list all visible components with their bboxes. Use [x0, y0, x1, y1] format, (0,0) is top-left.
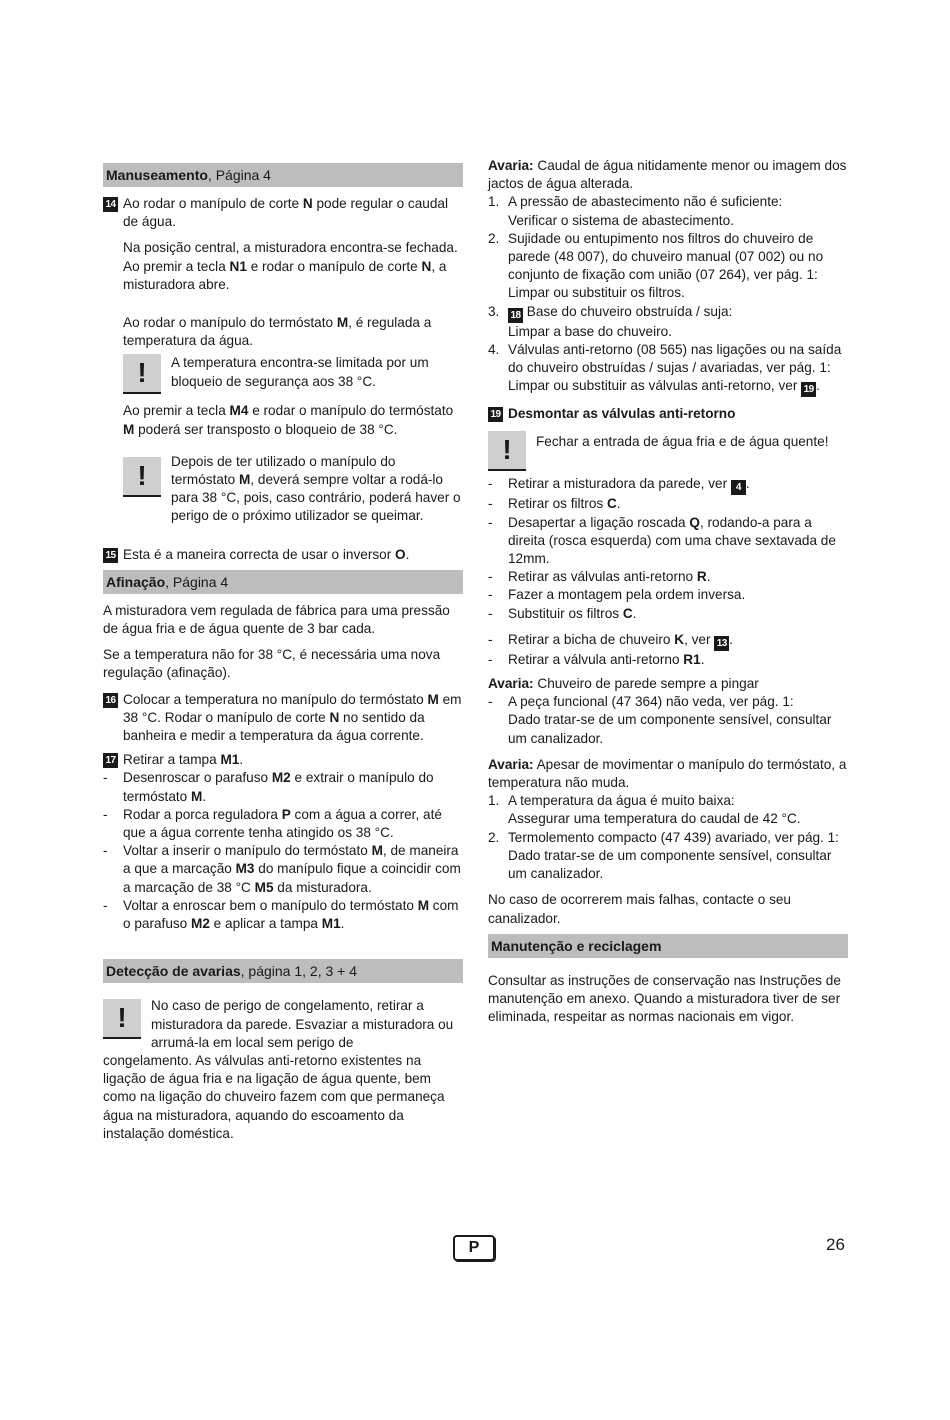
list-item: - Retirar a válvula anti-retorno R1. — [488, 651, 705, 667]
section-header-manuseamento: Manuseamento, Página 4 — [103, 163, 463, 187]
figure-ref-15: 15 — [103, 548, 118, 563]
list-item: 2. Termolemento compacto (47 439) avariado, ver pág. 1: Dado tratar-se de um componente sensível, consultar um canalizador. — [488, 829, 839, 882]
list-item: - Retirar a misturadora da parede, ver 4 . — [488, 476, 750, 494]
paragraph: No caso de ocorrerem mais falhas, contacte o seu canalizador. — [488, 892, 791, 926]
warning-icon: ! — [123, 457, 161, 497]
warning-block: ! A temperatura encontra-se limitada por um bloqueio de segurança aos 38 °C. — [103, 354, 463, 394]
list-item: - Voltar a inserir o manípulo do termóstato M, de maneira a que a marcação M3 do manípulo fique a coincidir com a marcação de 38 °C M5 da misturadora. — [103, 843, 461, 895]
section-header-manutencao: Manutenção e reciclagem — [488, 934, 848, 958]
list-item: - Rodar a porca reguladora P com a água a correr, até que a água corrente tenha atingido os 38 °C. — [103, 806, 442, 841]
fault-description: Avaria: Chuveiro de parede sempre a pingar — [488, 676, 759, 692]
figure-ref-14: 14 — [103, 197, 118, 212]
list-item: - A peça funcional (47 364) não veda, ver pág. 1: Dado tratar-se de um componente sensível, consultar um canalizador. — [488, 694, 832, 746]
paragraph: A misturadora vem regulada de fábrica para uma pressão de água fria e de água quente de 3 bar cada. — [103, 602, 450, 637]
fault-description: Avaria: Apesar de movimentar o manípulo do termóstato, a temperatura não muda. — [488, 756, 847, 791]
list-item: 3. 18 Base do chuveiro obstruída / suja: Limpar a base do chuveiro. — [488, 303, 733, 339]
warning-block: ! Fechar a entrada de água fria e de água quente! — [488, 433, 848, 471]
paragraph: Consultar as instruções de conservação nas Instruções de manutenção em anexo. Quando a misturadora tiver de ser eliminada, respeitar as normas nacionais em vigor. — [488, 972, 841, 1025]
paragraph: Se a temperatura não for 38 °C, é necessária uma nova regulação (afinação). — [103, 647, 441, 681]
list-item: - Voltar a enroscar bem o manípulo do termóstato M com o parafuso M2 e aplicar a tampa M1. — [103, 897, 459, 932]
subheading-desmontar: 19 Desmontar as válvulas anti-retorno — [488, 405, 848, 423]
list-item: - Retirar a bicha de chuveiro K, ver 13 . — [488, 631, 734, 649]
list-item: - Retirar as válvulas anti-retorno R. — [488, 569, 711, 585]
section-header-deteccao: Detecção de avarias, página 1, 2, 3 + 4 — [103, 959, 463, 983]
right-column — [488, 157, 848, 1026]
paragraph-fig17: 17 Retirar a tampa M1. — [103, 751, 463, 769]
paragraph: Ao premir a tecla M4 e rodar o manípulo do termóstato M poderá ser transposto o bloqueio de 38 °C. — [123, 403, 454, 437]
paragraph-fig15: 15 Esta é a maneira correcta de usar o inversor O. — [103, 546, 463, 564]
figure-ref-19: 19 — [488, 407, 503, 422]
list-item: 4. Válvulas anti-retorno (08 565) nas ligações ou na saída do chuveiro obstruídas / sujas / avariadas, ver pág. 1: Limpar ou substituir as válvulas anti-retorno, ver 19 . — [488, 341, 842, 396]
warning-block: ! No caso de perigo de congelamento, retirar a misturadora da parede. Esvaziar a misturadora ou arrumá-la em local sem perigo de — [103, 997, 463, 1052]
list-item: 1. A pressão de abastecimento não é suficiente: Verificar o sistema de abastecimento. — [488, 194, 783, 228]
list-item: 1. A temperatura da água é muito baixa: Assegurar uma temperatura do caudal de 42 °C. — [488, 793, 801, 827]
paragraph: Na posição central, a misturadora encontra-se fechada. Ao premir a tecla N1 e rodar o manípulo de corte N, a misturadora abre. — [123, 240, 458, 292]
language-badge: P — [453, 1235, 495, 1261]
warning-icon: ! — [488, 431, 526, 471]
paragraph-fig16: 16 Colocar a temperatura no manípulo do termóstato M em 38 °C. Rodar o manípulo de corte N no sentido da banheira e medir a temperatura da água corrente. — [103, 691, 463, 746]
paragraph: Ao rodar o manípulo do termóstato M, é regulada a temperatura da água. — [123, 315, 432, 349]
figure-ref-4: 4 — [731, 480, 746, 495]
warning-block: ! Depois de ter utilizado o manípulo do termóstato M, deverá sempre voltar a rodá-lo para 38 °C, pois, caso contrário, poderá haver o perigo de o próximo utilizador se queimar. — [103, 453, 463, 526]
list-item: 2. Sujidade ou entupimento nos filtros do chuveiro de parede (48 007), do chuveiro manual (07 002) ou no conjunto de fixação com união (07 264), ver pág. 1: Limpar ou substituir os filtros. — [488, 230, 824, 301]
section-header-afinacao: Afinação, Página 4 — [103, 570, 463, 594]
page-number: 26 — [826, 1235, 845, 1254]
list-item: - Desenroscar o parafuso M2 e extrair o manípulo do termóstato M. — [103, 770, 434, 804]
figure-ref-19: 19 — [801, 382, 816, 397]
list-item: - Fazer a montagem pela ordem inversa. — [488, 587, 746, 603]
figure-ref-18: 18 — [508, 308, 523, 323]
warning-icon: ! — [103, 999, 141, 1039]
warning-icon: ! — [123, 354, 161, 394]
list-item: - Retirar os filtros C. — [488, 496, 621, 512]
figure-ref-17: 17 — [103, 753, 118, 768]
left-column — [103, 157, 463, 1143]
list-item: - Desapertar a ligação roscada Q, rodando-a para a direita (rosca esquerda) com uma chave sextavada de 12mm. — [488, 514, 836, 567]
figure-ref-13: 13 — [714, 636, 729, 651]
paragraph: congelamento. As válvulas anti-retorno existentes na ligação de água fria e na ligação de água quente, bem como na ligação do chuveiro fazem com que permaneça água na misturadora, aquando do escoamento da instalação doméstica. — [103, 1052, 445, 1141]
list-item: - Substituir os filtros C. — [488, 605, 637, 621]
fault-description: Avaria: Caudal de água nitidamente menor ou imagem dos jactos de água alterada. — [488, 158, 847, 192]
figure-ref-16: 16 — [103, 693, 118, 708]
paragraph-fig14: 14 Ao rodar o manípulo de corte N pode regular o caudal de água. — [103, 195, 463, 231]
